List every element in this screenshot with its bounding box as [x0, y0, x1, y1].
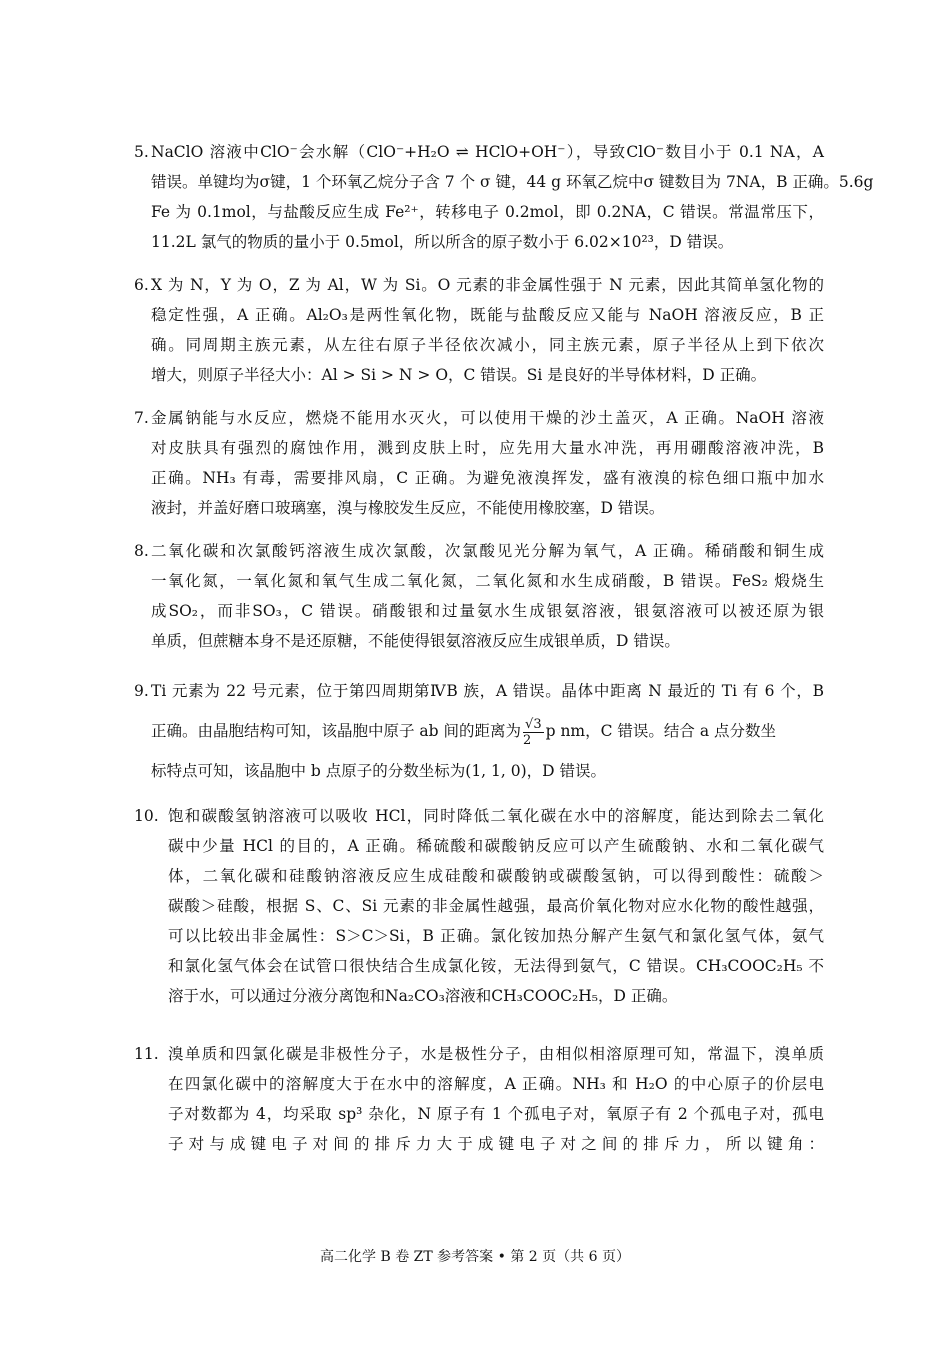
item-line: 正确。NH₃ 有毒，需要排风扇，C 正确。为避免液溴挥发，盛有液溴的棕色细口瓶中加水 [151, 469, 824, 487]
item-line: 溶于水，可以通过分液分离饱和Na₂CO₃溶液和CH₃COOC₂H₅，D 正确。 [168, 987, 678, 1005]
item-line: 碳中少量 HCl 的目的，A 正确。稀硫酸和碳酸钠反应可以产生硫酸钠、水和二氧化碳气 [168, 837, 824, 855]
item-body [151, 137, 874, 257]
item-number: 11. [134, 1045, 159, 1063]
item-line: 碳酸＞硅酸，根据 S、C、Si 元素的非金属性越强，最高价氧化物对应水化物的酸性越强， [168, 897, 824, 915]
item-body [151, 676, 824, 786]
item-line: 金属钠能与水反应，燃烧不能用水灭火，可以使用干燥的沙土盖灭，A 正确。NaOH 溶液 [151, 409, 824, 427]
answer-item-11 [134, 1039, 824, 1159]
item-body [151, 403, 824, 523]
answer-item-9 [134, 676, 824, 786]
answer-item-6 [134, 270, 824, 390]
item-line: 液封，并盖好磨口玻璃塞，溴与橡胶发生反应，不能使用橡胶塞，D 错误。 [151, 499, 665, 517]
item-number: 10. [134, 807, 159, 825]
item-line: 子对数都为 4，均采取 sp³ 杂化，N 原子有 1 个孤电子对，氧原子有 2 个孤电子对，孤电 [168, 1105, 824, 1123]
item-line: 确。同周期主族元素，从左往右原子半径依次减小，同主族元素，原子半径从上到下依次 [151, 336, 824, 354]
answer-item-10 [134, 801, 824, 1011]
item-body [168, 801, 824, 1011]
item-line: 对皮肤具有强烈的腐蚀作用，溅到皮肤上时，应先用大量水冲洗，再用硼酸溶液冲洗，B [151, 439, 824, 457]
item-line: 错误。单键均为σ键，1 个环氧乙烷分子含 7 个 σ 键，44 g 环氧乙烷中σ 键数目为 7NA，B 正确。5.6g [151, 173, 874, 191]
item-line: 和氯化氢气体会在试管口很快结合生成氯化铵，无法得到氨气，C 错误。CH₃COOC₂H₅ 不 [168, 957, 824, 975]
item-line: 增大，则原子半径大小：Al > Si > N > O，C 错误。Si 是良好的半导体材料，D 正确。 [151, 366, 767, 384]
fraction-numerator: √3 [525, 716, 542, 732]
item-line: 溴单质和四氯化碳是非极性分子，水是极性分子，由相似相溶原理可知，常温下，溴单质 [168, 1045, 824, 1063]
item-line-tail: p nm，C 错误。结合 a 点分数坐 [545, 722, 777, 740]
item-body [151, 536, 824, 656]
item-line-text: 正确。由晶胞结构可知，该晶胞中原子 ab 间的距离为 [151, 722, 522, 740]
item-body [168, 1039, 824, 1159]
item-line: Fe 为 0.1mol，与盐酸反应生成 Fe²⁺，转移电子 0.2mol，即 0.2NA，C 错误。常温常压下， [151, 203, 824, 221]
item-line: NaClO 溶液中ClO⁻会水解（ClO⁻+H₂O ⇌ HClO+OH⁻），导致ClO⁻数目小于 0.1 NA，A [151, 143, 824, 161]
item-line: 可以比较出非金属性：S＞C＞Si，B 正确。氯化铵加热分解产生氨气和氯化氢气体，氨气 [168, 927, 824, 945]
item-line: 一氧化氮，一氧化氮和氧气生成二氧化氮，二氧化氮和水生成硝酸，B 错误。FeS₂ 煅烧生 [151, 572, 824, 590]
item-line: Ti 元素为 22 号元素，位于第四周期第ⅣB 族，A 错误。晶体中距离 N 最近的 Ti 有 6 个，B [151, 682, 824, 700]
item-number: 7. [134, 409, 149, 427]
item-body [151, 270, 824, 390]
item-line: 成SO₂，而非SO₃，C 错误。硝酸银和过量氨水生成银氨溶液，银氨溶液可以被还原为银 [151, 602, 824, 620]
fraction [523, 717, 544, 748]
item-line: 稳定性强，A 正确。Al₂O₃是两性氧化物，既能与盐酸反应又能与 NaOH 溶液反应，B 正 [151, 306, 824, 324]
item-line: 在四氯化碳中的溶解度大于在水中的溶解度，A 正确。NH₃ 和 H₂O 的中心原子的价层电 [168, 1075, 824, 1093]
item-number: 8. [134, 542, 149, 560]
item-line: 二氧化碳和次氯酸钙溶液生成次氯酸，次氯酸见光分解为氧气，A 正确。稀硝酸和铜生成 [151, 542, 824, 560]
item-number: 5. [134, 143, 149, 161]
answer-item-5 [134, 137, 874, 257]
item-line-with-fraction [151, 706, 824, 756]
item-line: 子对与成键电子对间的排斥力大于成键电子对之间的排斥力，所以键角： [168, 1135, 824, 1153]
item-line: 体，二氧化碳和硅酸钠溶液反应生成硅酸和碳酸钠或碳酸氢钠，可以得到酸性：硫酸＞ [168, 867, 824, 885]
fraction-denominator: 2 [523, 732, 532, 748]
item-line: 11.2L 氯气的物质的量小于 0.5mol，所以所含的原子数小于 6.02×10²³，D 错误。 [151, 233, 734, 251]
item-number: 6. [134, 276, 149, 294]
item-number: 9. [134, 682, 149, 700]
answer-item-7 [134, 403, 824, 523]
page-footer: 高二化学 B 卷 ZT 参考答案 • 第 2 页（共 6 页） [320, 1249, 630, 1265]
item-line: X 为 N，Y 为 O，Z 为 Al，W 为 Si。O 元素的非金属性强于 N 元素，因此其简单氢化物的 [151, 276, 824, 294]
item-line: 标特点可知，该晶胞中 b 点原子的分数坐标为(1, 1, 0)，D 错误。 [151, 762, 607, 780]
item-line: 单质，但蔗糖本身不是还原糖，不能使得银氨溶液反应生成银单质，D 错误。 [151, 632, 680, 650]
answer-item-8 [134, 536, 824, 656]
item-line: 饱和碳酸氢钠溶液可以吸收 HCl，同时降低二氧化碳在水中的溶解度，能达到除去二氧化 [168, 807, 824, 825]
